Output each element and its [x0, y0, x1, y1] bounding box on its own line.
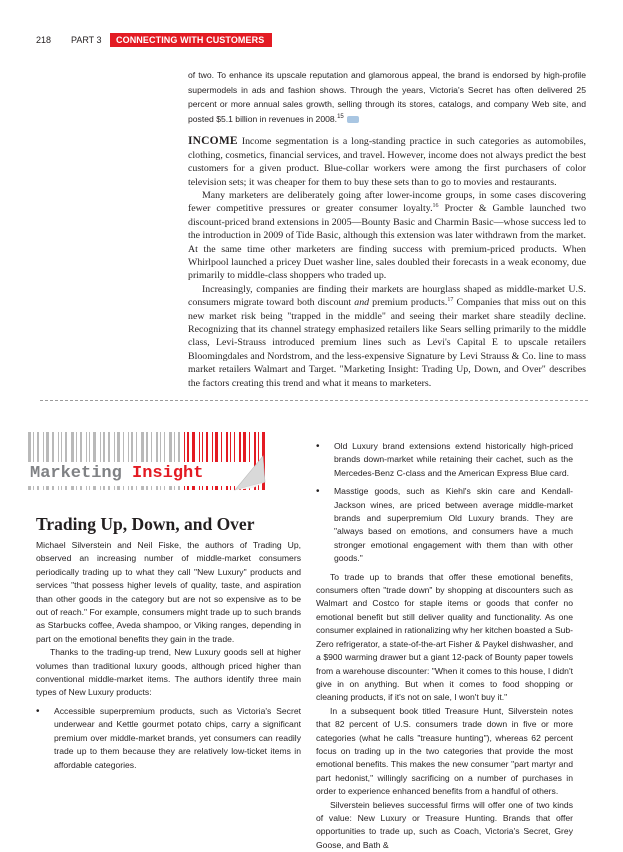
- income-p3a-text: Increasingly, companies are finding their markets are hourglass shaped as middle-market U.S. consumers migrate toward both discount: [188, 283, 586, 309]
- bullet-text: Accessible superpremium products, such as Victoria's Secret underwear and Kettle gourmet potato chips, carry a significant premium over middle-market brands, yet consumers can readily trade up to them because they are relatively low-ticket items in affordable categories.: [54, 705, 301, 770]
- part-label: PART 3: [71, 35, 102, 45]
- income-p3b-text: premium products.: [369, 297, 448, 309]
- income-p3-emphasis: and: [354, 297, 370, 309]
- income-paragraph-1: [188, 135, 586, 189]
- insight-right-column: [316, 440, 573, 852]
- insight-right-paragraph-2: In a subsequent book titled Treasure Hunt, Silverstein notes that 82 percent of U.S. consumers trade down in five or more categories (what he calls "treasure hunting"), whereas 62 percent focus on trading up in the two categories that provide the most emotional benefits. This makes the new consumer "part martyr and part hedonist," willingly sacrificing on a number of purchases in order to experience enhanced benefits from a handful of others.: [316, 705, 573, 797]
- insight-left-paragraph-1: Michael Silverstein and Neil Fiske, the authors of Trading Up, observed an increasing number of middle-market consumers periodically trading up to what they call "New Luxury" products and services "that possess higher levels of quality, taste, and aspiration than other goods in the category but are not so expensive as to be out of reach." For example, consumers might trade up to such brands as Starbucks coffee, Aveda shampoo, or Viking ranges, depending in part on the emotional benefits they gain in the trade.: [36, 540, 301, 644]
- note-icon[interactable]: [347, 116, 359, 123]
- insight-left-column: [36, 512, 301, 772]
- income-p3c-text: Companies that miss out on this new market risk being "trapped in the middle" and seeing their market share steadily decline. Recognizing that its channel strategy emphasized retailers like Sears selling primarily to the middle class, Levi-Strauss introduced premium lines such as Levi's Capital E to upscale retailers Bloomingdales and Nordstrom, and the less-expensive Signature by Levi Strauss & Co. line to mass market retailers Walmart and Target. "Marketing Insight: Trading Up, Down, and Over" describes the factors creating this trend and what it means to marketers.: [188, 297, 586, 389]
- running-header: [0, 34, 623, 48]
- insight-left-paragraph-2: Thanks to the trading-up trend, New Luxury goods sell at higher volumes than traditional luxury goods, although priced higher than conventional middle-market items. The authors identify three main types of New Luxury products:: [36, 647, 301, 698]
- income-paragraph-3: [188, 283, 586, 390]
- bullet-text: Masstige goods, such as Kiehl's skin care and Kendall-Jackson wines, are priced between average middle-market brands and superpremium Old Luxury brands. They are "always based on emotions, and consumers have a much stronger emotional engagement with them than with other goods.": [334, 486, 573, 564]
- bullet-icon: •: [36, 705, 40, 717]
- footnote-ref[interactable]: 17: [447, 297, 454, 304]
- list-item: [316, 485, 573, 565]
- income-p2b-text: Procter & Gamble launched two discount-priced brand extensions in 2005—Bounty Basic and Charmin Basic—whose success led to the introduction in 2009 of Tide Basic, although this extension was later withdrawn from the market. At the same time other marketers are finding success with premium-priced products. When Whirlpool launched a pricey Duet washer line, sales doubled their forecasts in a weak economy, due primarily to middle-class shoppers who traded up.: [188, 203, 586, 282]
- bullet-icon: •: [316, 441, 320, 452]
- intro-paragraph: [188, 68, 586, 126]
- intro-text: of two. To enhance its upscale reputation and glamorous appeal, the brand is endorsed by high-profile supermodels in ads and fashion shows. Through the years, Victoria's Secret has often delivered 25 percent or more annual sales growth, selling through its stores, catalogs, and company Web site, and posted $5.1 billion in revenues in 2008.: [188, 70, 586, 124]
- bullet-text: Old Luxury brand extensions extend historically high-priced brands down-market while retaining their cachet, such as the Mercedes-Benz C-class and the American Express Blue card.: [334, 441, 573, 478]
- section-divider: [40, 400, 588, 401]
- bullet-icon: •: [316, 486, 320, 498]
- footnote-ref[interactable]: 16: [432, 203, 439, 210]
- income-p2a-text: Many marketers are deliberately going after lower-income groups, in some cases discovering fewer competitive pressures or greater consumer loyalty.: [188, 190, 586, 215]
- insight-title: Trading Up, Down, and Over: [36, 514, 255, 534]
- footnote-ref[interactable]: 15: [337, 113, 344, 120]
- income-heading: INCOME: [188, 135, 238, 148]
- insight-word-insight: Insight: [132, 464, 204, 483]
- part-title-bar: CONNECTING WITH CUSTOMERS: [110, 33, 272, 47]
- insight-right-paragraph-3: Silverstein believes successful firms will offer one of two kinds of value: New Luxury or Treasure Hunting. Brands that offer opportunities to trade up, such as Coach, Victoria's Secret, Grey Goose, and Bath &: [316, 799, 573, 850]
- income-paragraph-2: [188, 189, 586, 283]
- income-p1-text: Income segmentation is a long-standing practice in such categories as automobiles, clothing, cosmetics, financial services, and travel. However, income does not always predict the best customers for a given product. Blue-collar workers were among the first purchasers of color television sets; it was cheaper for them to buy these sets than to go to movies and restaurants.: [188, 136, 586, 188]
- page-number: 218: [36, 35, 52, 45]
- list-item: [36, 705, 301, 772]
- insight-word-marketing: Marketing: [30, 464, 122, 483]
- list-item: [316, 440, 573, 480]
- page-curl-icon: [233, 452, 267, 492]
- marketing-insight-banner: [0, 432, 300, 502]
- income-section: [188, 135, 586, 390]
- insight-label: [0, 462, 250, 486]
- main-text: [188, 68, 586, 390]
- insight-right-paragraph-1: To trade up to brands that offer these emotional benefits, consumers often "trade down" by shopping at discounters such as Walmart and Costco for staple items or goods that confer no emotional benefit but still deliver quality and functionality. As one consumer explained in rationalizing why her kitchen boasted a Sub-Zero refrigerator, a state-of-the-art Fisher & Paykel dishwasher, and a $900 warming drawer but a giant 12-pack of Bounty paper towels from a warehouse discounter: "When it comes to this house, I didn't give in on anything. But when it comes to food shopping or cleaning products, if it's not on sale, I won't buy it.": [316, 571, 574, 703]
